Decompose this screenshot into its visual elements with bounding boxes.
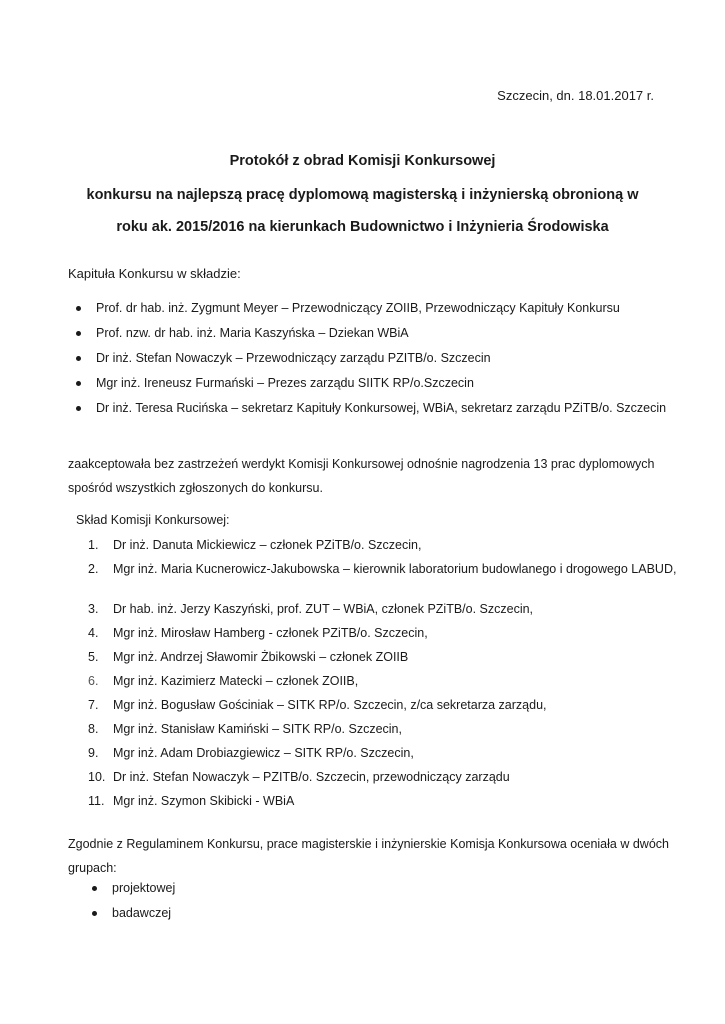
list-number: 5. [88, 650, 99, 664]
list-item-text: projektowej [112, 881, 176, 895]
list-item [88, 625, 688, 649]
list-item-text: badawczej [112, 906, 172, 920]
list-item [88, 769, 688, 793]
panel-label: Skład Komisji Konkursowej: [76, 513, 230, 527]
title-line-1: Protokół z obrad Komisji Konkursowej [229, 153, 496, 169]
list-item [88, 537, 688, 561]
bullet-icon [76, 406, 81, 411]
list-item-text: Mgr inż. Szymon Skibicki - WBiA [113, 794, 295, 808]
list-item-text: Dr inż. Danuta Mickiewicz – członek PZiTB/o. Szczecin, [113, 538, 422, 552]
list-item [88, 561, 688, 601]
panel-members-list [88, 537, 688, 817]
list-item-text: Dr inż. Teresa Rucińska – sekretarz Kapituły Konkursowej, WBiA, sekretarz zarządu PZiTB/o. Szczecin [96, 401, 667, 415]
list-item [74, 350, 666, 375]
list-item-text: Mgr inż. Ireneusz Furmański – Prezes zarządu SIITK RP/o.Szczecin [96, 376, 474, 390]
bullet-icon [92, 886, 97, 891]
chapter-members-list [74, 300, 666, 425]
groups-list [90, 880, 175, 930]
list-item-text: Mgr inż. Andrzej Sławomir Żbikowski – członek ZOIIB [113, 650, 409, 664]
bullet-icon [76, 356, 81, 361]
list-number: 6. [88, 674, 99, 688]
paragraph-verdict [68, 452, 654, 500]
list-item [88, 673, 688, 697]
list-item [74, 325, 666, 350]
bullet-icon [92, 911, 97, 916]
list-number: 7. [88, 698, 99, 712]
list-item-text: Dr hab. inż. Jerzy Kaszyński, prof. ZUT – WBiA, członek PZiTB/o. Szczecin, [113, 602, 534, 616]
paragraph-line: grupach: [68, 861, 117, 875]
bullet-icon [76, 331, 81, 336]
list-item-text: Mgr inż. Maria Kucnerowicz-Jakubowska – kierownik laboratorium budowlanego i drogowego LABUD, [113, 562, 677, 576]
document-date: Szczecin, dn. 18.01.2017 r. [497, 88, 654, 103]
list-item-text: Mgr inż. Adam Drobiazgiewicz – SITK RP/o. Szczecin, [113, 746, 414, 760]
list-item [74, 300, 666, 325]
list-item [88, 745, 688, 769]
list-number: 9. [88, 746, 99, 760]
list-number: 10. [88, 770, 106, 784]
list-item [88, 649, 688, 673]
list-number: 4. [88, 626, 99, 640]
list-number: 8. [88, 722, 99, 736]
list-item [88, 721, 688, 745]
list-item [88, 793, 688, 817]
list-item-text: Mgr inż. Mirosław Hamberg - członek PZiTB/o. Szczecin, [113, 626, 428, 640]
list-item [88, 601, 688, 625]
paragraph-line: zaakceptowała bez zastrzeżeń werdykt Komisji Konkursowej odnośnie nagrodzenia 13 prac dyplomowych [68, 457, 655, 471]
list-item [88, 697, 688, 721]
list-item-text: Prof. nzw. dr hab. inż. Maria Kaszyńska – Dziekan WBiA [96, 326, 409, 340]
title-line-3: roku ak. 2015/2016 na kierunkach Budownictwo i Inżynieria Środowiska [116, 219, 609, 235]
paragraph-groups [68, 832, 669, 880]
list-item [90, 880, 175, 905]
list-item-text: Dr inż. Stefan Nowaczyk – Przewodniczący zarządu PZITB/o. Szczecin [96, 351, 491, 365]
paragraph-line: Zgodnie z Regulaminem Konkursu, prace magisterskie i inżynierskie Komisja Konkursowa oceniała w dwóch [68, 837, 669, 851]
list-number: 2. [88, 562, 99, 576]
list-item-text: Mgr inż. Bogusław Gościniak – SITK RP/o. Szczecin, z/ca sekretarza zarządu, [113, 698, 547, 712]
list-item [74, 400, 666, 425]
list-number: 11. [88, 794, 105, 808]
title-line-2: konkursu na najlepszą pracę dyplomową magisterską i inżynierską obronioną w [86, 187, 639, 203]
bullet-icon [76, 381, 81, 386]
bullet-icon [76, 306, 81, 311]
list-number: 3. [88, 602, 99, 616]
list-item-text: Dr inż. Stefan Nowaczyk – PZITB/o. Szczecin, przewodniczący zarządu [113, 770, 510, 784]
list-item-text: Mgr inż. Stanisław Kamiński – SITK RP/o. Szczecin, [113, 722, 402, 736]
paragraph-line: spośród wszystkich zgłoszonych do konkursu. [68, 481, 323, 495]
list-item [74, 375, 666, 400]
list-item-text: Mgr inż. Kazimierz Matecki – członek ZOIIB, [113, 674, 359, 688]
list-item-text: Prof. dr hab. inż. Zygmunt Meyer – Przewodniczący ZOIIB, Przewodniczący Kapituły Konkursu [96, 301, 620, 315]
intro-text: Kapituła Konkursu w składzie: [68, 266, 241, 281]
list-item [90, 905, 175, 930]
list-number: 1. [88, 538, 99, 552]
